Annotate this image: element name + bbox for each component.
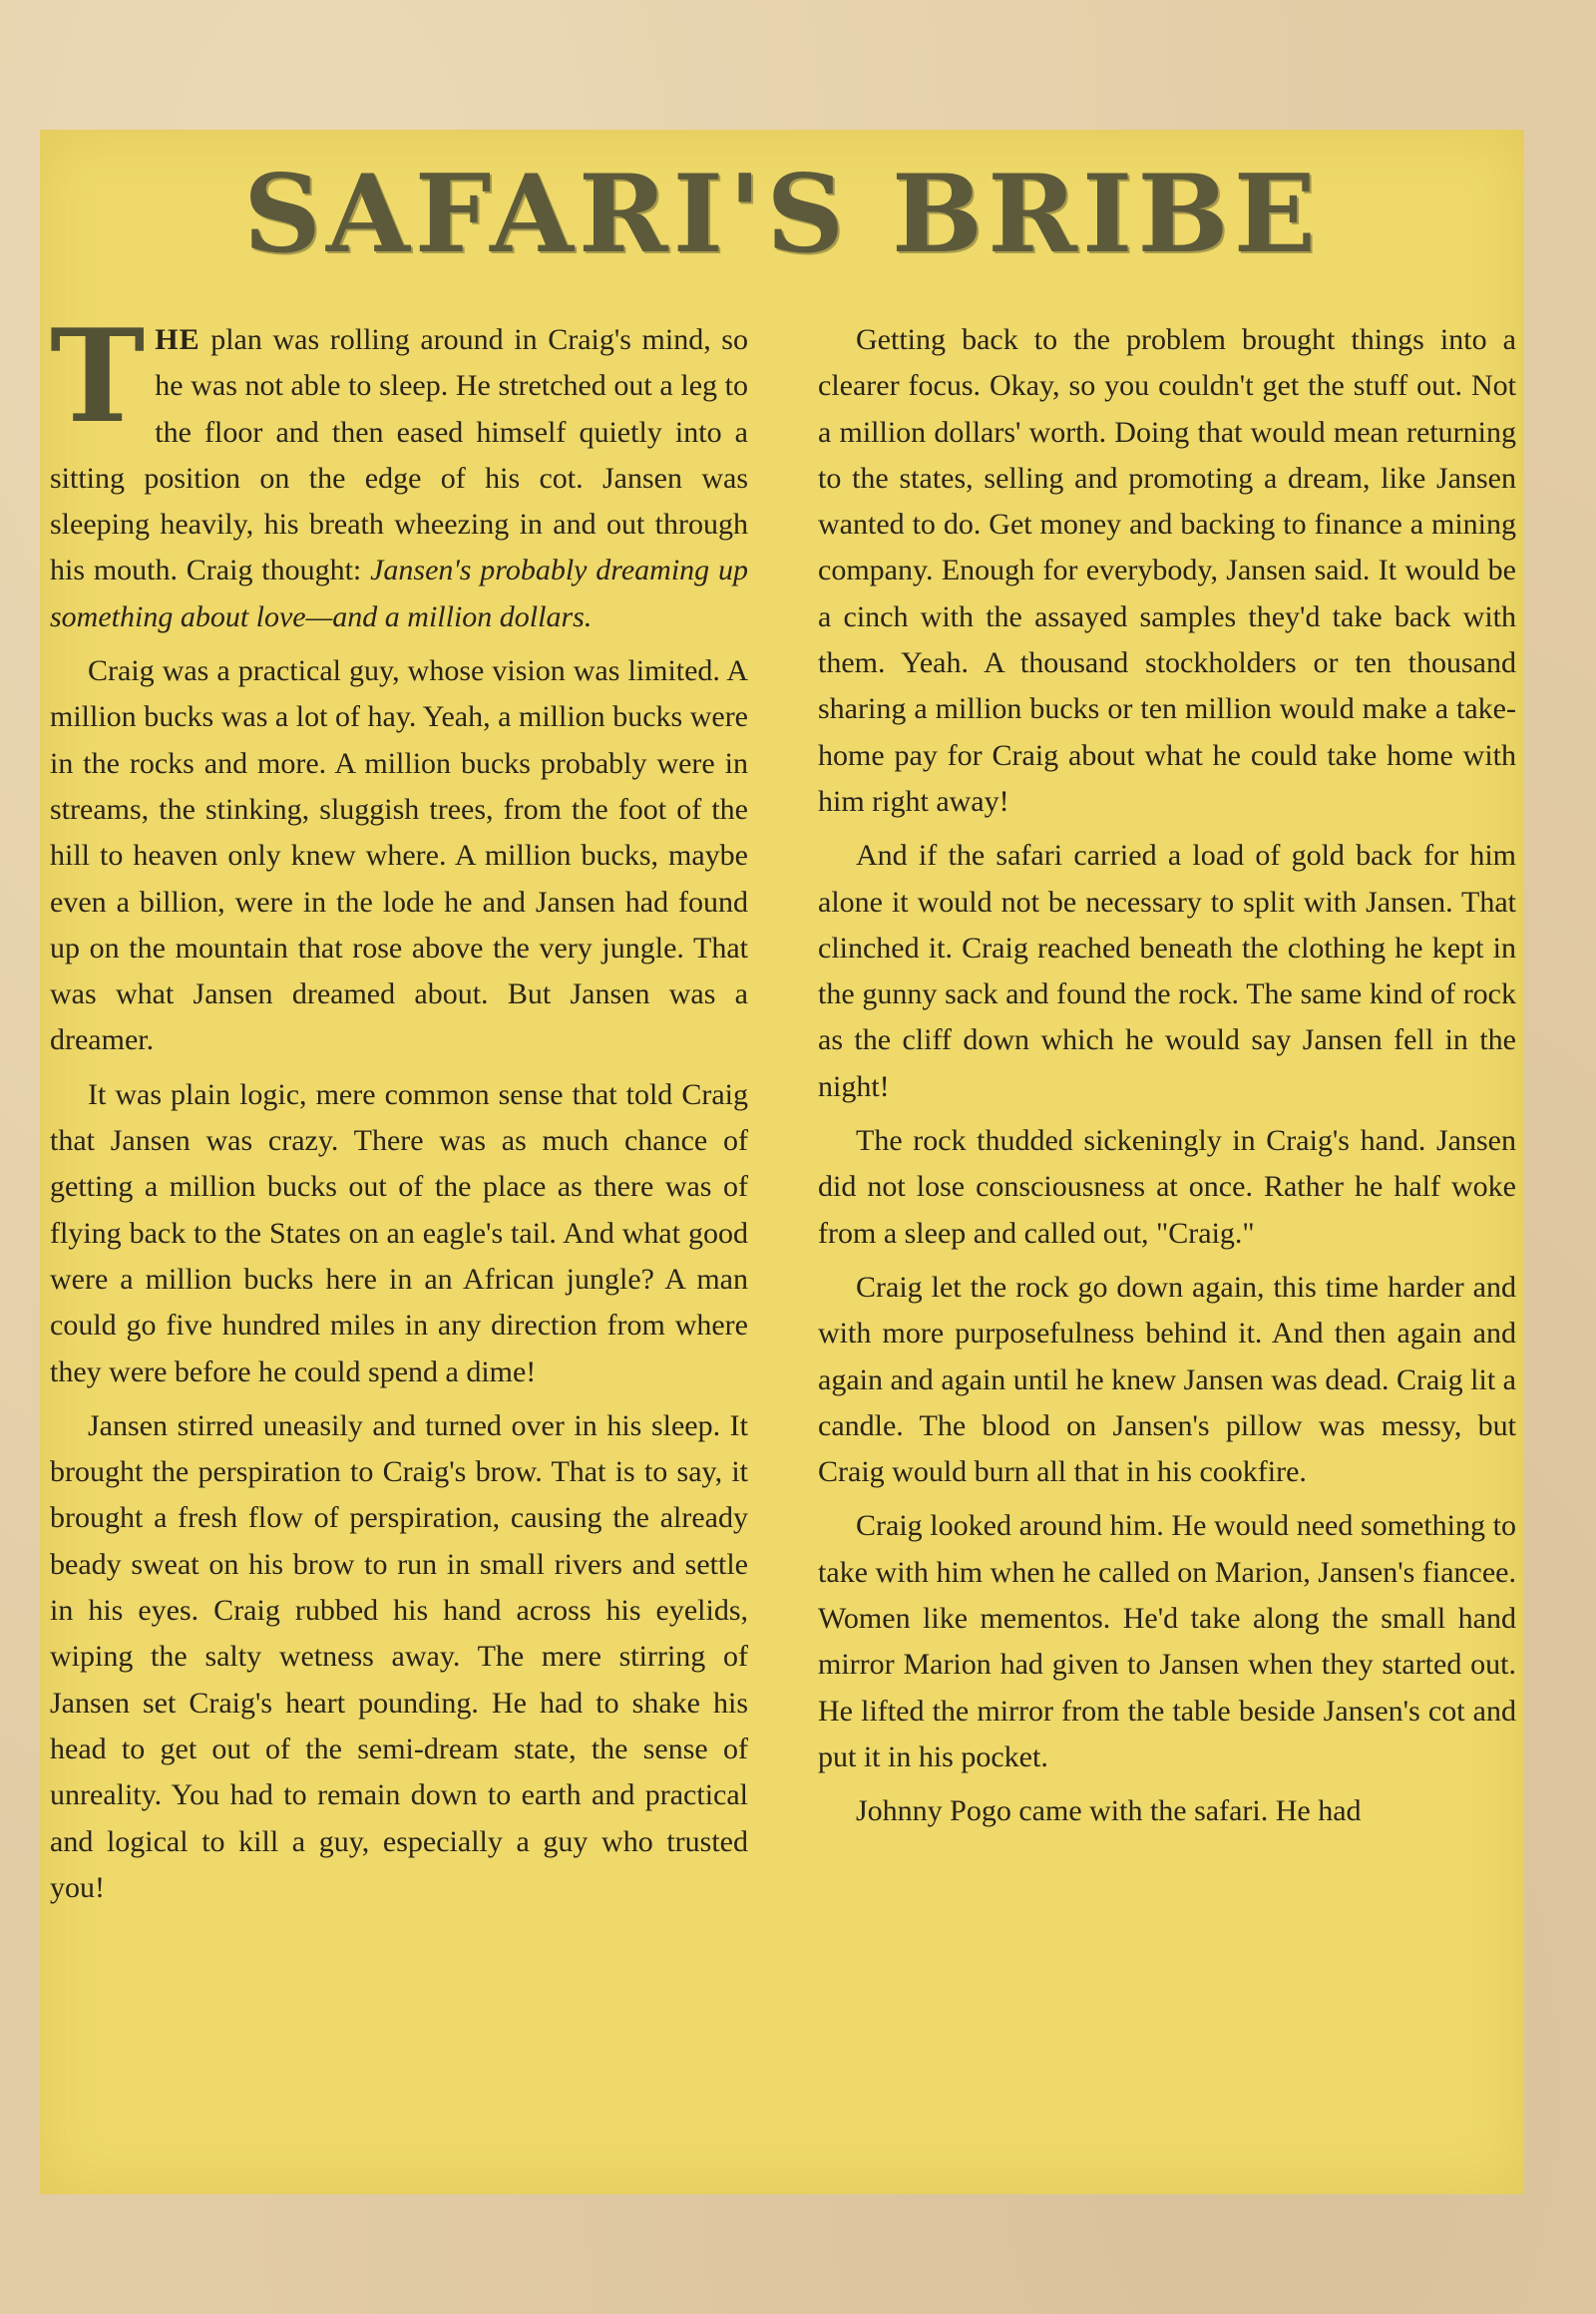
paragraph-10: Johnny Pogo came with the safari. He had <box>856 1794 1362 1828</box>
paragraph-4: Jansen stirred uneasily and turned over in his sleep. It brought the perspiration to Craig's brow. That is to say, it brought a fresh flow of perspiration, causing the already beady sweat on his brow to run in small rivers and settle in his eyes. Craig rubbed his hand across his eyelids, wiping the salty wetness away. The mere stirring of Jansen set Craig's heart pounding. He had to shake his head to get out of the semi-dream state, the sense of unreality. You had to remain down to earth and practical and logical to kill a guy, especially a guy who trusted you! <box>50 1408 748 1904</box>
paragraph-3: It was plain logic, mere common sense that told Craig that Jansen was crazy. There was as much chance of getting a million bucks out of the place as there was of flying back to the States on an eagle's tail. And what good were a million bucks here in an African jungle? A man could go five hundred miles in any direction from where they were before he could spend a dime! <box>50 1077 748 1388</box>
paragraph-6: And if the safari carried a load of gold back for him alone it would not be necessary to split with Jansen. That clinched it. Craig reached beneath the clothing he kept in the gunny sack and found the rock. The same kind of rock as the cliff down which he would say Jansen fell in the night! <box>818 839 1516 1103</box>
left-column <box>50 317 748 2222</box>
right-column <box>818 317 1516 2222</box>
italic-thought: Jansen's probably dreaming up something about love—and a million dollars. <box>50 554 748 633</box>
paragraph-1 <box>50 317 748 640</box>
drop-cap: T <box>50 317 146 452</box>
paragraph-8: Craig let the rock go down again, this time harder and with more purposefulness behind it. And then again and again and again until he knew Jansen was dead. Craig lit a candle. The blood on Jansen's pillow was messy, but Craig would burn all that in his cookfire. <box>818 1270 1516 1489</box>
lead-in-text: HE <box>155 323 200 356</box>
paragraph-9: Craig looked around him. He would need something to take with him when he called on Marion, Jansen's fiancee. Women like mementos. He'd take along the small hand mirror Marion had given to Jansen when they started out. He lifted the mirror from the table beside Jansen's cot and put it in his pocket. <box>818 1509 1516 1773</box>
paragraph-5: Getting back to the problem brought things into a clearer focus. Okay, so you couldn't get the stuff out. Not a million dollars' worth. Doing that would mean returning to the states, selling and promoting a dream, like Jansen wanted to do. Get money and backing to finance a mining company. Enough for everybody, Jansen said. It would be a cinch with the assayed samples they'd take back with them. Yeah. A thousand stockholders or ten thousand sharing a million bucks or ten million would make a take-home pay for Craig about what he could take home with him right away! <box>818 323 1516 818</box>
paragraph-7: The rock thudded sickeningly in Craig's hand. Jansen did not lose consciousness at once. Rather he half woke from a sleep and called out, "Craig." <box>818 1124 1516 1250</box>
paragraph-text: plan was rolling around in Craig's mind, so he was not able to sleep. He stretched out a leg to the floor and then eased himself quietly into a sitting position on the edge of his cot. Jansen was sleeping heavily, his breath wheezing in and out through his mouth. Craig thought: <box>50 323 748 587</box>
story-title: SAFARI'S BRIBE <box>242 152 1322 277</box>
paragraph-2: Craig was a practical guy, whose vision was limited. A million bucks was a lot of hay. Yeah, a million bucks were in the rocks and more. A million bucks probably were in streams, the stinking, sluggish trees, from the foot of the hill to heaven only knew where. A million bucks, maybe even a billion, were in the lode he and Jansen had found up on the mountain that rose above the very jungle. That was what Jansen dreamed about. But Jansen was a dreamer. <box>50 654 748 1057</box>
